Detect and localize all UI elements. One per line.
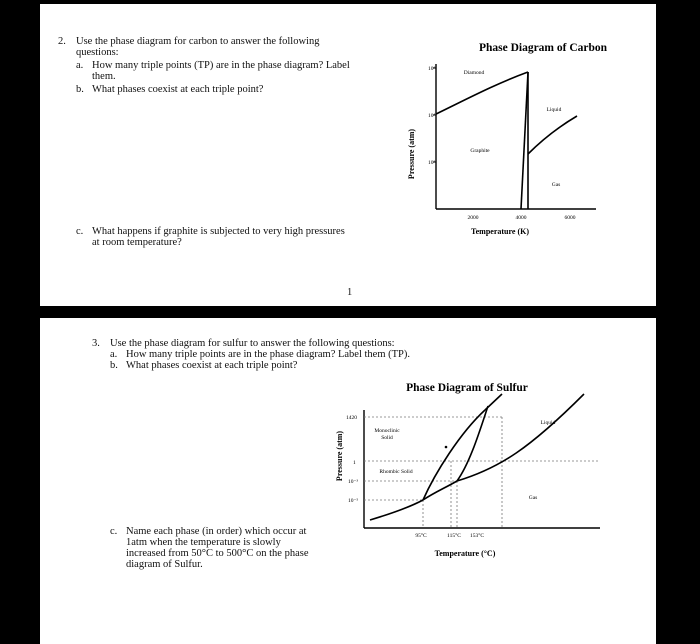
sulfur-region-liquid: Liquid bbox=[540, 420, 556, 426]
sulfur-point-marker bbox=[445, 446, 448, 449]
question-2a-line2: them. bbox=[92, 71, 116, 82]
question-3a-text: How many triple points are in the phase diagram? Label them (TP). bbox=[126, 349, 410, 360]
sulfur-diagram-title: Phase Diagram of Sulfur bbox=[406, 382, 528, 394]
question-2a-marker: a. bbox=[76, 60, 84, 71]
carbon-ytick-1e6: 10⁶ bbox=[428, 66, 436, 72]
sulfur-region-monoclinic-solid: Solid bbox=[381, 435, 393, 441]
question-2b-text: What phases coexist at each triple point? bbox=[92, 84, 264, 95]
carbon-y-axis-label: Pressure (atm) bbox=[407, 128, 416, 180]
question-2c-marker: c. bbox=[76, 226, 84, 237]
question-3c-line1: Name each phase (in order) which occur at bbox=[126, 526, 307, 537]
sulfur-region-monoclinic: Monoclinic bbox=[374, 428, 400, 434]
carbon-ytick-1e2: 10² bbox=[428, 160, 436, 166]
sulfur-ytick-1e-3: 10⁻³ bbox=[348, 479, 359, 485]
question-2a-line1: How many triple points (TP) are in the phase diagram? Label bbox=[92, 60, 350, 71]
sulfur-phase-diagram bbox=[40, 318, 656, 644]
carbon-phase-diagram bbox=[40, 4, 656, 306]
question-3c-line4: diagram of Sulfur. bbox=[126, 559, 203, 570]
question-2-number: 2. bbox=[58, 36, 66, 47]
question-2c-line2: at room temperature? bbox=[92, 237, 182, 248]
sulfur-vaporization-curve bbox=[457, 394, 584, 481]
sulfur-xtick-153c: 153°C bbox=[469, 533, 485, 539]
worksheet-page-2 bbox=[40, 318, 656, 644]
carbon-xtick-2000: 2000 bbox=[467, 215, 479, 221]
sulfur-sublimation-curve bbox=[370, 500, 423, 520]
sulfur-ytick-1e-5: 10⁻⁵ bbox=[348, 498, 359, 504]
carbon-diamond-graphite-boundary bbox=[436, 72, 528, 114]
sulfur-xtick-115c: 115°C bbox=[447, 533, 461, 539]
question-2-intro-line2: questions: bbox=[76, 47, 119, 58]
carbon-ytick-1e4: 10⁴ bbox=[428, 113, 436, 119]
question-3-intro: Use the phase diagram for sulfur to answer the following questions: bbox=[110, 338, 395, 349]
carbon-x-axis-label: Temperature (K) bbox=[471, 227, 529, 236]
question-3b-text: What phases coexist at each triple point? bbox=[126, 360, 298, 371]
sulfur-rhombic-monoclinic-curve bbox=[423, 410, 485, 500]
worksheet-page-1 bbox=[40, 4, 656, 306]
question-3b-marker: b. bbox=[110, 360, 118, 371]
question-3c-line3: increased from 50°C to 500°C on the phase bbox=[126, 548, 309, 559]
sulfur-y-axis-label: Pressure (atm) bbox=[335, 430, 344, 482]
sulfur-ytick-1420: 1420 bbox=[346, 415, 357, 421]
sulfur-region-rhombic: Rhombic Solid bbox=[379, 469, 413, 475]
question-3c-line2: 1atm when the temperature is slowly bbox=[126, 537, 281, 548]
sulfur-ytick-1: 1 bbox=[353, 460, 356, 466]
question-2c-line1: What happens if graphite is subjected to very high pressures bbox=[92, 226, 345, 237]
carbon-graphite-liquid-boundary bbox=[521, 72, 528, 209]
question-3-number: 3. bbox=[92, 338, 100, 349]
carbon-liquid-gas-boundary bbox=[528, 116, 577, 154]
carbon-region-liquid: Liquid bbox=[546, 107, 562, 113]
sulfur-xtick-95c: 95°C bbox=[415, 533, 427, 539]
question-2-intro-line1: Use the phase diagram for carbon to answer the following bbox=[76, 36, 320, 47]
carbon-region-graphite: Graphite bbox=[470, 148, 490, 154]
sulfur-rhombic-liquid-curve bbox=[485, 394, 502, 410]
question-3a-marker: a. bbox=[110, 349, 118, 360]
page-number: 1 bbox=[347, 287, 353, 298]
sulfur-x-axis-label: Temperature (°C) bbox=[434, 549, 496, 558]
sulfur-region-gas: Gas bbox=[528, 495, 538, 501]
question-3c-marker: c. bbox=[110, 526, 118, 537]
carbon-xtick-6000: 6000 bbox=[564, 215, 576, 221]
carbon-region-gas: Gas bbox=[551, 182, 561, 188]
question-2b-marker: b. bbox=[76, 84, 84, 95]
carbon-region-diamond: Diamond bbox=[463, 70, 485, 76]
carbon-diagram-title: Phase Diagram of Carbon bbox=[478, 42, 608, 54]
carbon-xtick-4000: 4000 bbox=[515, 215, 527, 221]
